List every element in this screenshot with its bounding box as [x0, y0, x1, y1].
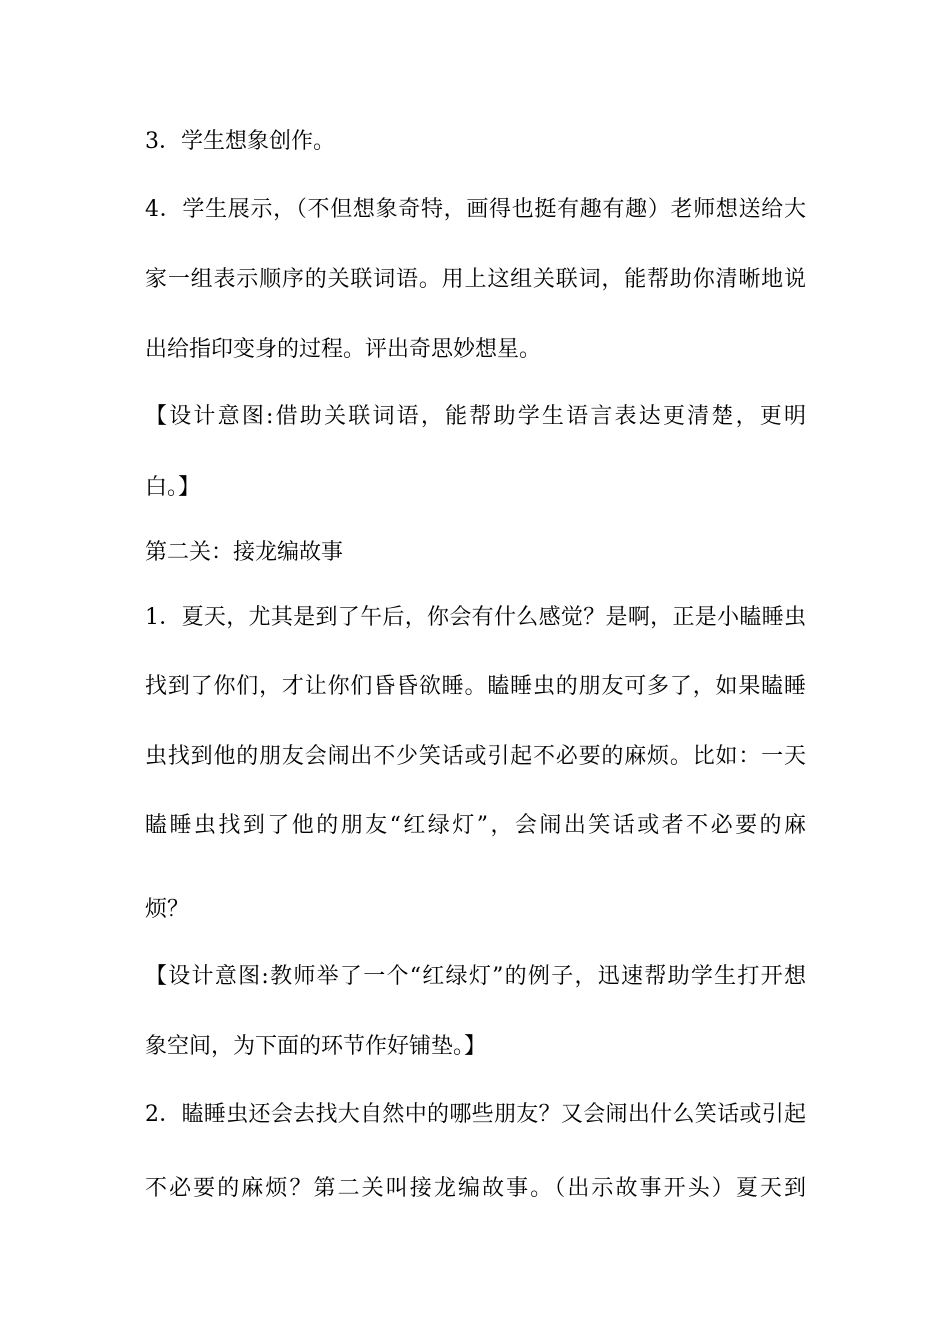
design-intent-line: 白。】 — [145, 475, 201, 500]
design-intent-line: 【设计意图:教师举了一个“红绿灯”的例子，迅速帮助学生打开想 — [145, 964, 806, 989]
paragraph-line: 虫找到他的朋友会闹出不少笑话或引起不必要的麻烦。比如：一天 — [145, 744, 806, 769]
paragraph-line: 2．瞌睡虫还会去找大自然中的哪些朋友？又会闹出什么笑话或引起 — [145, 1102, 806, 1127]
paragraph-line: 烦？ — [145, 897, 190, 922]
paragraph-line: 瞌睡虫找到了他的朋友“红绿灯”，会闹出笑话或者不必要的麻 — [145, 813, 806, 838]
paragraph-line: 1．夏天，尤其是到了午后，你会有什么感觉？是啊，正是小瞌睡虫 — [145, 605, 806, 630]
design-intent-line: 【设计意图:借助关联词语，能帮助学生语言表达更清楚，更明 — [145, 404, 806, 429]
section-heading: 第二关：接龙编故事 — [145, 540, 344, 565]
design-intent-line: 象空间，为下面的环节作好铺垫。】 — [145, 1034, 487, 1059]
paragraph-line: 找到了你们，才让你们昏昏欲睡。瞌睡虫的朋友可多了，如果瞌睡 — [145, 674, 806, 699]
paragraph-line: 4．学生展示，（不但想象奇特，画得也挺有趣有趣）老师想送给大 — [145, 197, 806, 222]
paragraph-line: 家一组表示顺序的关联词语。用上这组关联词，能帮助你清晰地说 — [145, 267, 806, 292]
paragraph-line: 不必要的麻烦？第二关叫接龙编故事。（出示故事开头）夏天到 — [145, 1176, 806, 1201]
paragraph-line: 3．学生想象创作。 — [145, 129, 335, 154]
paragraph-line: 出给指印变身的过程。评出奇思妙想星。 — [145, 337, 542, 362]
